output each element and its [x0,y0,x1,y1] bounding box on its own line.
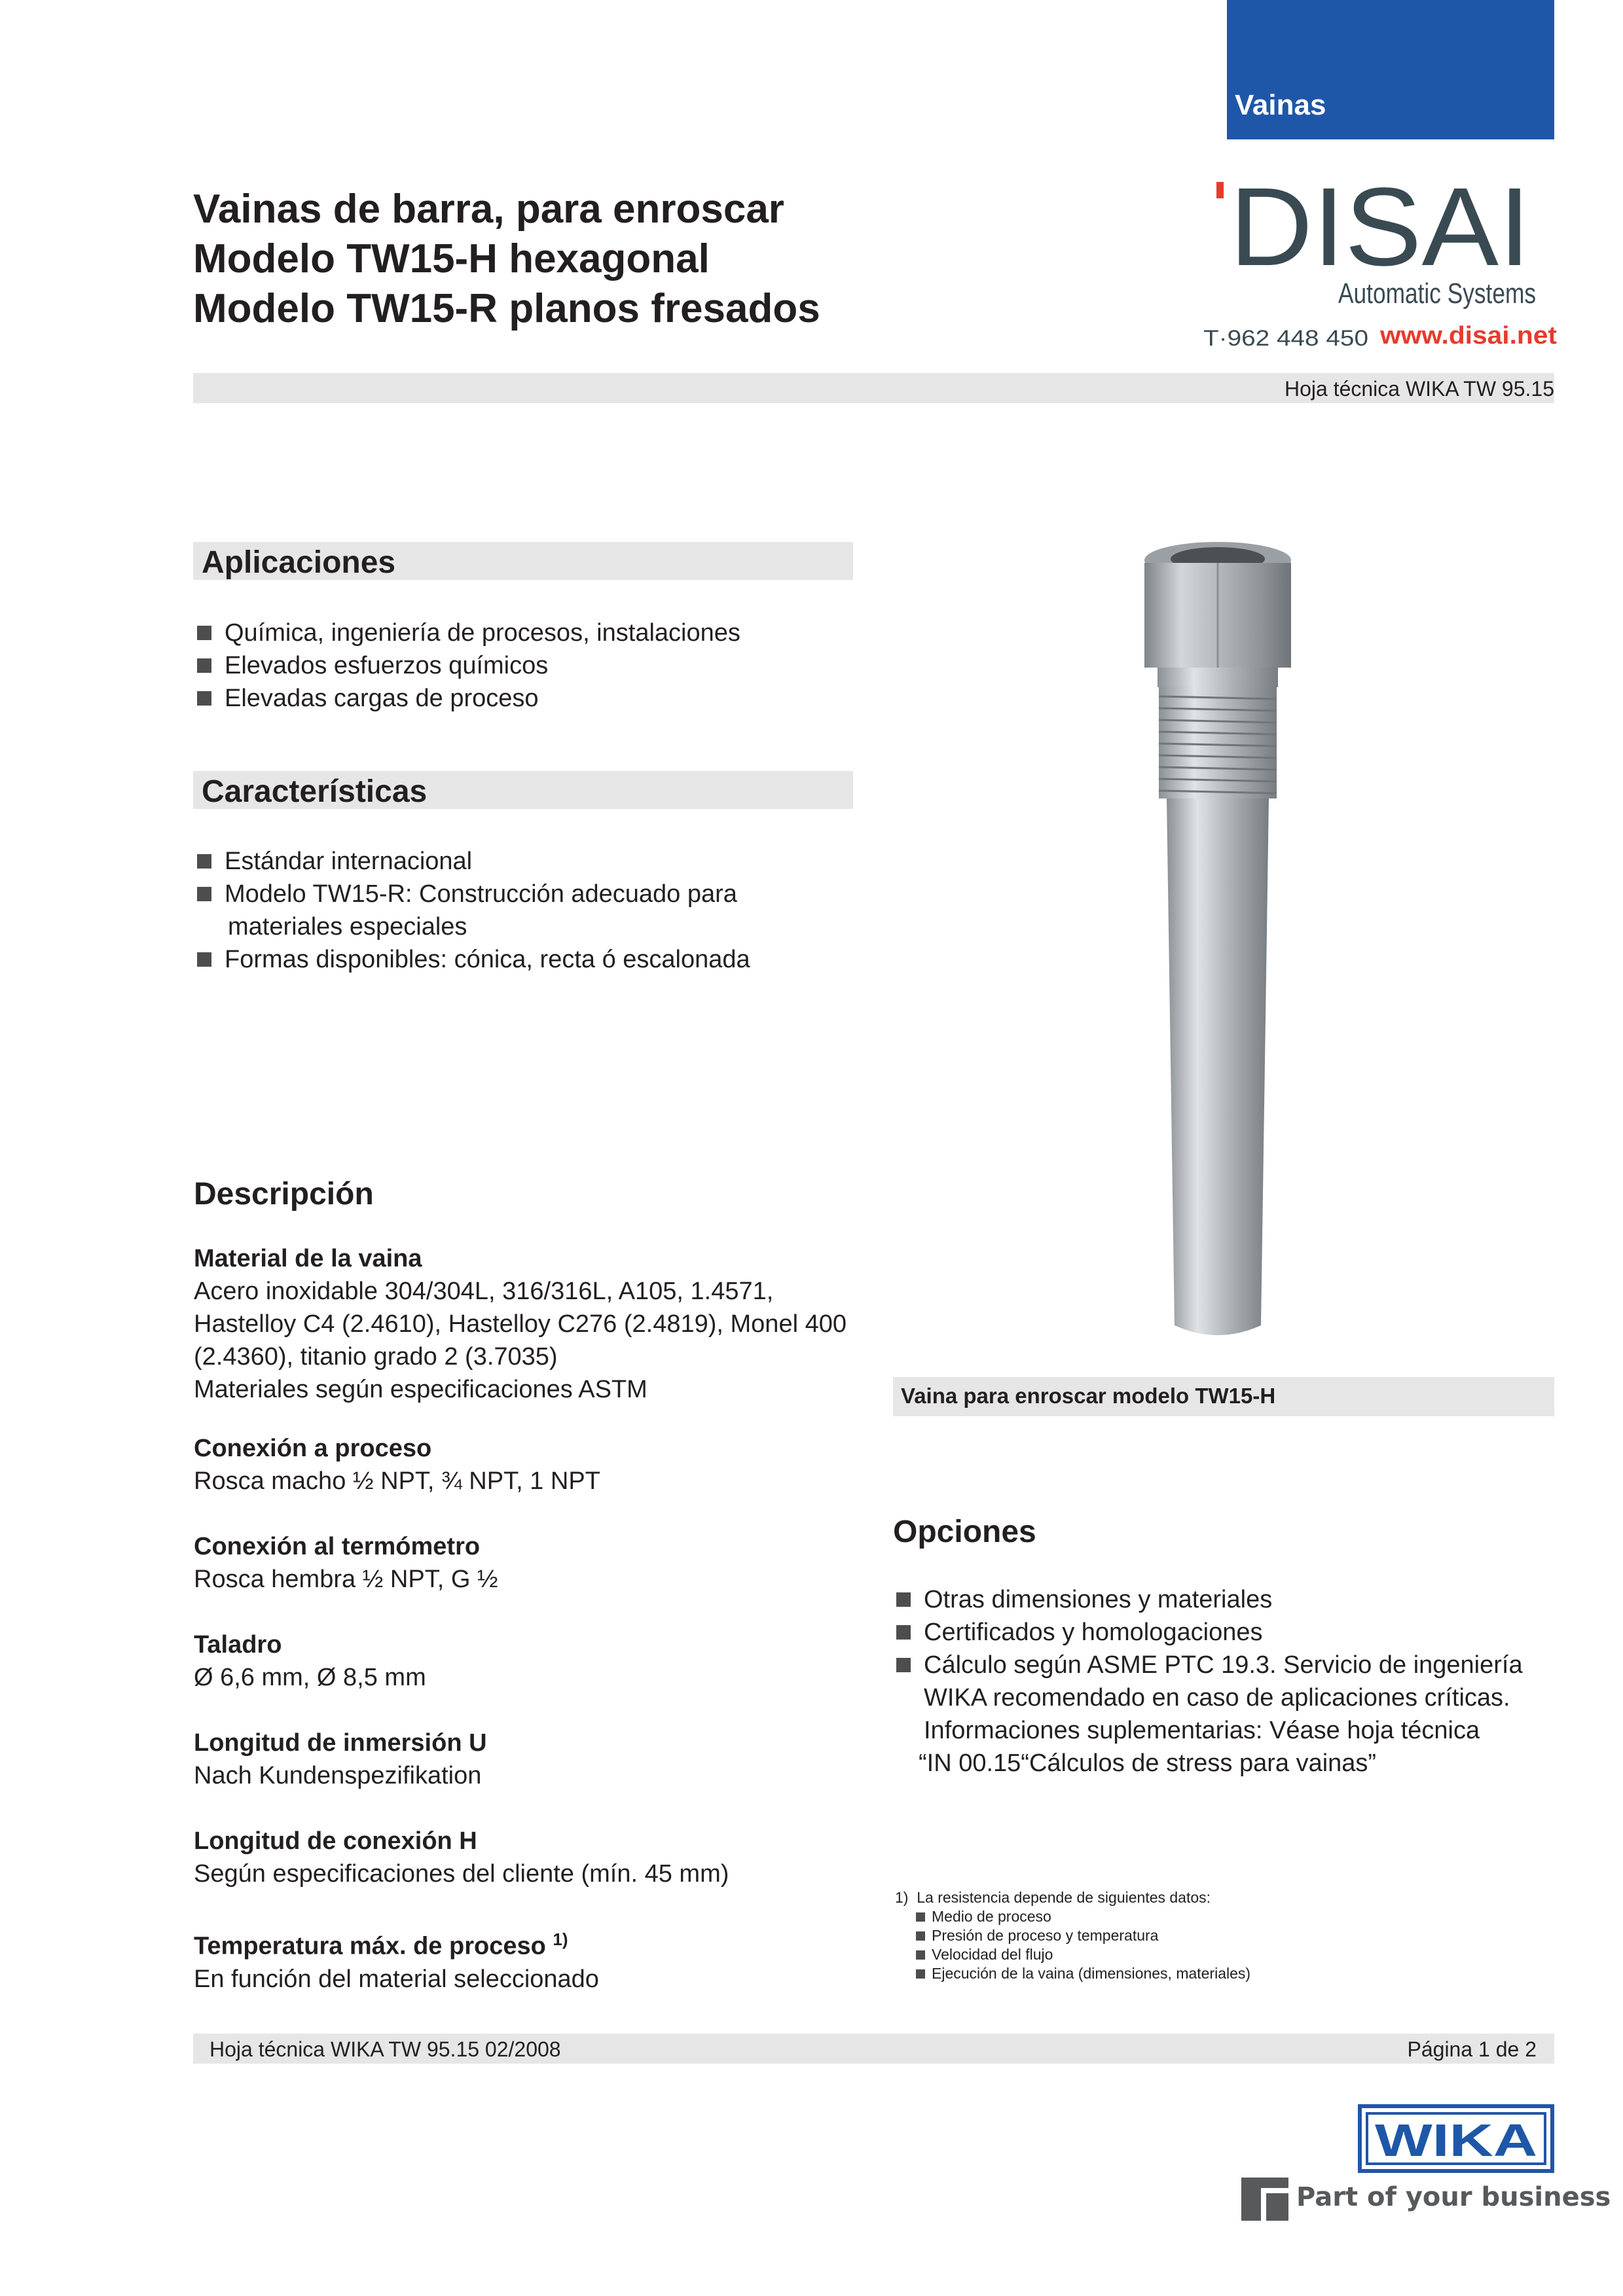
footnote-ref: 1) [553,1929,568,1949]
list-item: Elevadas cargas de proceso [194,682,740,715]
list-item: Certificados y homologaciones [893,1616,1523,1649]
title-line-1: Vainas de barra, para enroscar [193,187,784,232]
bullet-square-icon [197,854,211,869]
lag-length-label: Longitud de conexión H [194,1827,477,1855]
list-item-continuation: WIKA recomendado en caso de aplicaciones críticas. [924,1684,1510,1712]
list-item: Estándar internacional [194,845,750,878]
bullet-square-icon [916,1969,925,1979]
max-temp-label: Temperatura máx. de proceso $^{1)}$ [194,1929,568,1960]
options-title: Opciones [893,1515,1036,1549]
list-item-continuation: materiales especiales [228,913,467,941]
features-title: Características [202,774,428,809]
bullet-square-icon [197,626,211,640]
page-title [193,185,820,334]
thermometer-connection-value: Rosca hembra ½ NPT, G ½ [194,1566,498,1593]
list-item: Química, ingeniería de procesos, instalaciones [194,617,740,649]
bullet-square-icon [896,1625,911,1640]
title-line-3: Modelo TW15-R planos fresados [193,286,820,331]
material-label: Material de la vaina [194,1245,422,1272]
page-number: Página 1 de 2 [1407,2037,1537,2061]
process-connection-value: Rosca macho ½ NPT, ¾ NPT, 1 NPT [194,1467,600,1495]
bullet-square-icon [197,691,211,706]
doc-ref: Hoja técnica WIKA TW 95.15 [1284,377,1554,401]
bullet-square-icon [197,952,211,967]
material-line: Hastelloy C4 (2.4610), Hastelloy C276 (2.4819), Monel 400 [194,1310,847,1338]
bullet-square-icon [916,1931,925,1941]
bullet-square-icon [916,1912,925,1922]
applications-title: Aplicaciones [202,545,396,580]
wika-slogan: Part of your business [1296,2182,1611,2212]
bullet-square-icon [896,1592,911,1607]
footnote-item: Presión de proceso y temperatura [895,1926,1250,1945]
disai-logo [1203,167,1557,357]
footnote-item: Medio de proceso [895,1907,1250,1926]
bullet-square-icon [896,1658,911,1672]
bullet-square-icon [916,1950,925,1960]
footnote-item: Velocidad del flujo [895,1945,1250,1964]
bullet-square-icon [197,658,211,673]
list-item-continuation: “IN 00.15“Cálculos de stress para vainas” [919,1749,1377,1777]
title-line-2: Modelo TW15-H hexagonal [193,236,710,281]
disai-brand: DISAI [1230,165,1531,289]
applications-list [194,617,740,715]
lag-length-value: Según especificaciones del cliente (mín. 45 mm) [194,1860,729,1888]
part-of-your-business-icon [1241,2178,1288,2221]
image-caption: Vaina para enroscar modelo TW15-H [901,1384,1276,1408]
list-item-continuation: Informaciones suplementarias: Véase hoja técnica [924,1717,1480,1744]
material-line: Materiales según especificaciones ASTM [194,1376,647,1403]
footnote [895,1888,1250,1983]
bullet-square-icon [197,887,211,901]
insertion-length-label: Longitud de inmersión U [194,1729,487,1757]
category-tag: Vainas [1235,89,1326,121]
thermowell-product-image [1139,537,1296,1348]
footnote-item: Ejecución de la vaina (dimensiones, materiales) [895,1964,1250,1983]
material-line: (2.4360), titanio grado 2 (3.7035) [194,1343,558,1371]
thermometer-connection-label: Conexión al termómetro [194,1533,481,1560]
description-body [194,1242,847,1996]
disai-subtitle: Automatic Systems [1338,278,1536,310]
list-item: Cálculo según ASME PTC 19.3. Servicio de ingeniería [893,1649,1523,1681]
list-item: Formas disponibles: cónica, recta ó escalonada [194,943,750,976]
insertion-length-value: Nach Kundenspezifikation [194,1762,482,1789]
bore-value: Ø 6,6 mm, Ø 8,5 mm [194,1664,426,1691]
options-list [893,1583,1523,1780]
wika-wordmark: WIKA [1375,2115,1537,2166]
max-temp-value: En función del material seleccionado [194,1965,599,1993]
process-connection-label: Conexión a proceso [194,1435,432,1462]
disai-phone: T·962 448 450 [1203,326,1368,351]
wika-logo [1358,2104,1554,2173]
list-item: Elevados esfuerzos químicos [194,649,740,682]
disai-web: www.disai.net [1379,322,1558,350]
list-item: Modelo TW15-R: Construcción adecuado para [194,878,750,910]
list-item: Otras dimensiones y materiales [893,1583,1523,1616]
footer-doc-ref: Hoja técnica WIKA TW 95.15 02/2008 [210,2037,561,2061]
features-list [194,845,750,976]
description-title: Descripción [194,1177,374,1211]
footnote-intro: 1) La resistencia depende de siguientes datos: [895,1889,1211,1906]
material-line: Acero inoxidable 304/304L, 316/316L, A105, 1.4571, [194,1278,774,1305]
bore-label: Taladro [194,1631,282,1659]
